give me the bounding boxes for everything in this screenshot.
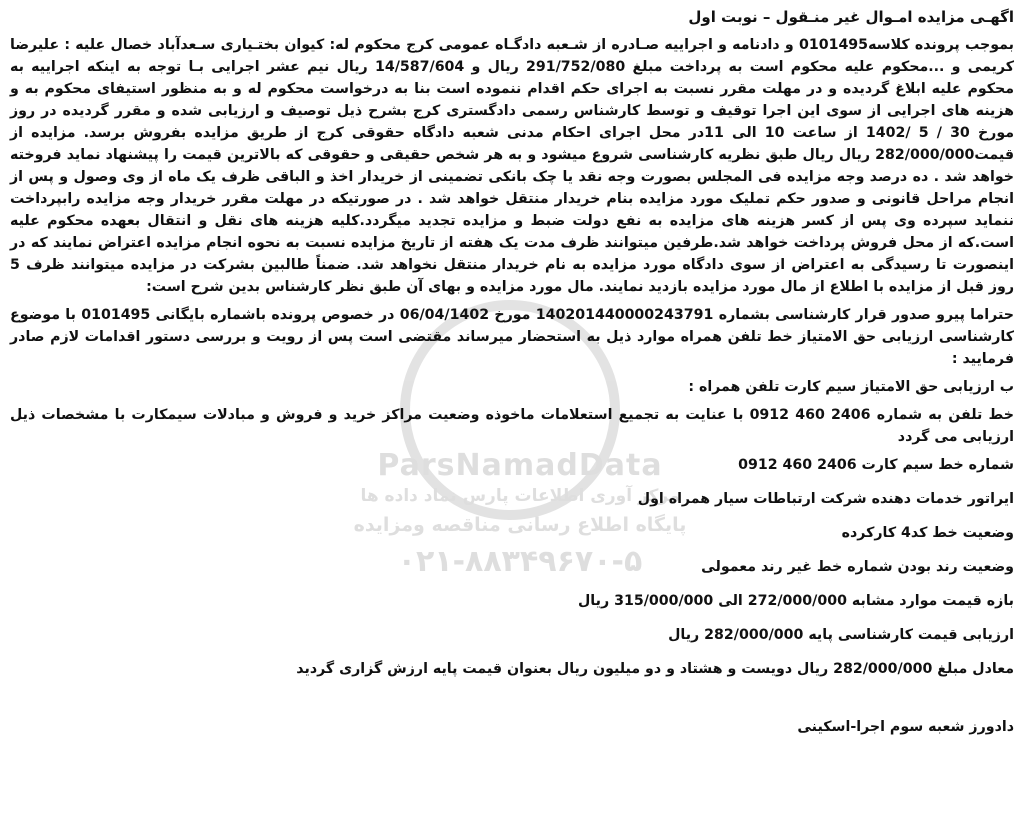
rond-row: وضعیت رند بودن شماره خط غیر رند معمولی [701, 559, 1014, 575]
intro-paragraph: بموجب پرونده کلاسه0101495 و دادنامه و اجراییه صـادره از شـعبه دادگـاه عمومی کرج محکوم له: کیوان بختـیاری سـعدآباد خصال علیه : علیرضا کریمی و ...محکوم علیه محکوم است به پرداخت مبلغ 291/752/080 ریال و 14/587/604 ریال نیم عشر اجرایی بـا توجه به اینکه اجراییه به محکوم علیه ابلاغ گردیده و در مهلت مقرر نسبت به اجرای حکم اقدام ننموده است بنا به درخواست محکوم له و به منظور استیفای محکوم به و هزینه های اجرایی از سوی این اجرا توقیف و توسط کارشناس رسمی دادگستری کرج بشرح ذیل توصیف و ارزیابی شده و مقرر گردیده در روز مورخ 30 / 5 /1402 از ساعت 10 الی 11در محل اجرای احکام مدنی شعبه دادگاه حقوقی کرج از طریق مزایده بفروش برسد. مزایده از قیمت282/000/000 ریال ریال طبق نظریه کارشناسی شروع میشود و به هر شخص حقیقی و حقوقی که بالاترین قیمت را پیشنهاد نماید فروخته خواهد شد . ده درصد وجه مزایده فی المجلس بصورت وجه نقد یا چک بانکی تضمینی از خریدار اخذ و الباقی ظرف یک ماه از وی وصول و پس از انجام مراحل قانونی و صدور حکم تملیک مورد مزایده بنام خریدار منتقل خواهد شد . در صورتیکه در مهلت مقرر خریدار وجه مزایده رابپرداخت ننماید سپرده وی پس از کسر هزینه های مزایده به نفع دولت ضبط و مزایده تجدید میگردد.کلیه هزینه های نقل و انتقال بعهده محکوم علیه است.که از محل فروش پرداخت خواهد شد.طرفین میتوانند ظرف مدت یک هفته از تاریخ مزایده نسبت به نحوه انجام مزایده اعتراض نمایند که در اینصورت تا رسیدگی به اعتراض از سوی دادگاه مورد مزایده به نام خریدار منتقل نخواهد شد. ضمناً طالبین بشرکت در مزایده میتوانند ظرف 5 روز قبل از مزایده با اطلاع از مال مورد مزایده بازدید نمایند. مال مورد مزایده و بهای آن طبق نظر کارشناس بدین شرح است: [10, 37, 1015, 295]
watermark-brand: ParsNamadData [377, 448, 663, 483]
watermark-phone: ۰۲۱-۸۸۳۴۹۶۷۰-۵ [397, 544, 643, 579]
price-range-row: بازه قیمت موارد مشابه 272/000/000 الی 315/000/000 ریال [578, 593, 1014, 609]
expert-intro-paragraph: حتراما پیرو صدور قرار کارشناسی بشماره 140201440000243791 مورخ 06/04/1402 در خصوص پرونده باشماره بایگانی 0101495 با موضوع کارشناسی ارزیابی حق الامتیاز خط تلفن همراه موارد ذیل به استحضار میرساند مقتضی است پس از رویت و بررسی دستور اقدامات لازم صادر فرمایید : [10, 307, 1014, 367]
watermark-line1: مرکز آوری اطلاعات پارس نماد داده ها [360, 486, 680, 506]
equivalent-row: معادل مبلغ 282/000/000 ریال دویست و هشتاد و دو میلیون ریال بعنوان قیمت پایه ارزش گزاری گردید [296, 661, 1014, 677]
operator-row: ایراتور خدمات دهنده شرکت ارتباطات سیار همراه اول [637, 491, 1014, 507]
auction-notice [10, 6, 1014, 750]
notice-title: اگهـی مزایده امـوال غیر منـقول – نوبت اول [688, 8, 1014, 26]
line-description: خط تلفن به شماره 2406 460 0912 با عنایت به تجمیع استعلامات ماخوذه وضعیت مراکز خرید و فروش و مبادلات سیمکارت با مشخصات ذیل ارزیابی می گردد [10, 407, 1014, 445]
base-price-row: ارزیابی قیمت کارشناسی پایه 282/000/000 ریال [668, 627, 1014, 643]
watermark-line2: پایگاه اطلاع رسانی مناقصه ومزایده [353, 514, 687, 536]
status-row: وضعیت خط کد4 کارکرده [841, 525, 1014, 541]
section-b-heading: ب ارزیابی حق الامتیاز سیم کارت تلفن همراه : [688, 379, 1014, 395]
sim-number-row: شماره خط سیم کارت 2406 460 0912 [738, 457, 1014, 473]
signature: دادورز شعبه سوم اجرا-اسکینی [797, 719, 1014, 735]
